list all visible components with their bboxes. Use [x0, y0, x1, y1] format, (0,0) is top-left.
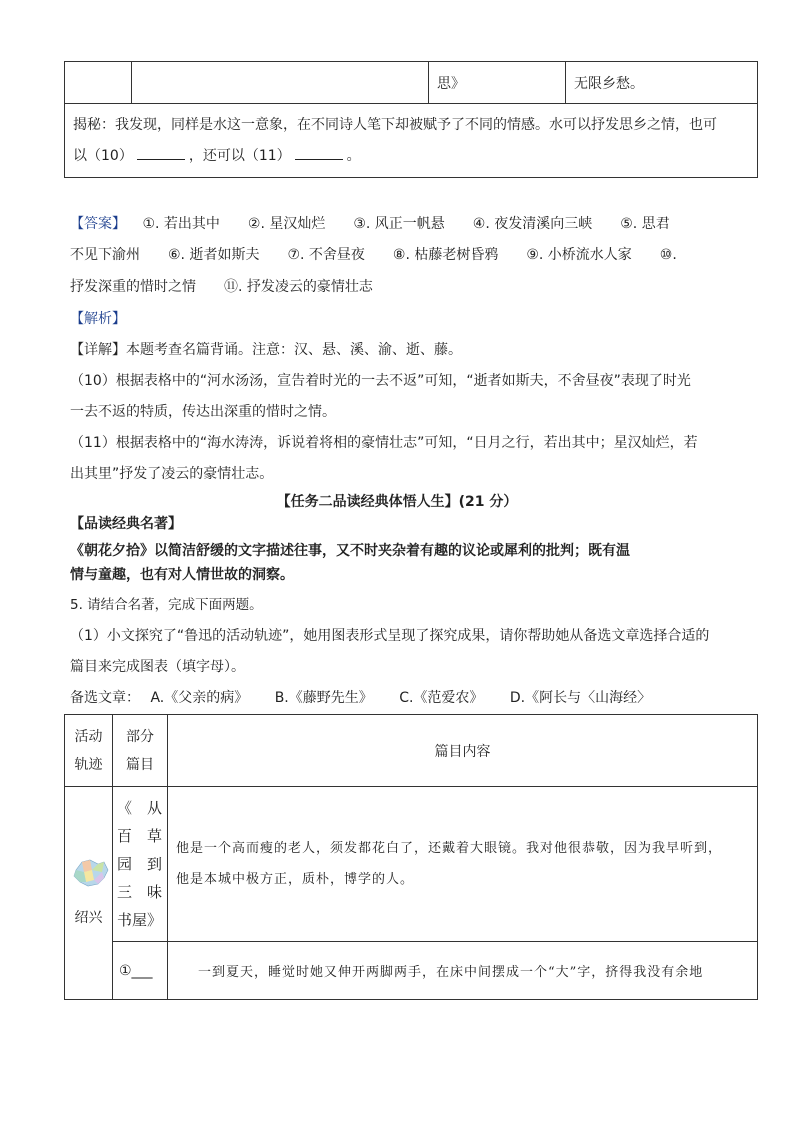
- content-line: 他是一个高而瘦的老人，须发都花白了，还戴着大眼镜。我对他很恭敬，因为我早听到，: [176, 841, 723, 856]
- work-cell: 《 从 百 草 园 到 三 味 书屋》: [113, 787, 168, 942]
- reveal-line: 以（10） ，还可以（11） 。: [73, 141, 749, 172]
- task-heading: 【任务二品读经典体悟人生】(21 分）: [276, 494, 518, 510]
- analysis-paragraph: （10）根据表格中的“河水汤汤，宣告着时光的一去不返”可知，“逝者如斯夫，不舍昼夜”表现了时光: [70, 373, 691, 389]
- shaoxing-map-icon: [70, 856, 110, 890]
- place-cell: [65, 787, 113, 1000]
- place-label: 绍兴: [74, 910, 103, 926]
- answer-line: 【答案】 ①. 若出其中 ②. 星汉灿烂 ③. 风正一帆悬 ④. 夜发清溪向三峡 ⑤. 思君: [70, 216, 670, 232]
- option-c: C.《范爱农》: [399, 690, 484, 706]
- intro-line: 情与童趣，也有对人情世故的洞察。: [70, 567, 294, 583]
- question-5: 5. 请结合名著，完成下面两题。: [70, 597, 263, 613]
- option-d: D.《阿长与〈山海经〉: [509, 690, 652, 706]
- analysis-paragraph: （11）根据表格中的“海水涛涛，诉说着将相的豪情壮志”可知，“日月之行，若出其中；星汉灿烂，若: [70, 435, 698, 451]
- table-cell: [65, 62, 132, 104]
- answer-line: 抒发深重的惜时之情 ⑪. 抒发凌云的豪情壮志: [70, 279, 373, 295]
- analysis-paragraph: 一去不返的特质，传达出深重的惜时之情。: [70, 404, 336, 420]
- content-cell: [168, 942, 758, 1000]
- answer-label: 【答案】: [70, 216, 126, 232]
- section-subheading: 【品读经典名著】: [70, 516, 182, 532]
- options-label: 备选文章：: [70, 690, 140, 706]
- analysis-paragraph: 出其里”抒发了凌云的豪情壮志。: [70, 466, 274, 482]
- reveal-cell: [65, 104, 758, 178]
- content-line: 一到夏天，睡觉时她又伸开两脚两手，在床中间摆成一个“大”字，挤得我没有余地: [198, 965, 704, 980]
- table-cell: 思》: [429, 62, 566, 104]
- answer-blank: [295, 145, 343, 160]
- poem-table: [64, 61, 758, 178]
- table-cell: 无限乡愁。: [566, 62, 758, 104]
- question-5-1: 篇目来完成图表（填字母）。: [70, 659, 245, 675]
- question-5-1: （1）小文探究了“鲁迅的活动轨迹”，她用图表形式呈现了探究成果，请你帮助她从备选文章选择合适的: [70, 628, 710, 644]
- blank-cell: ①___: [113, 942, 168, 1000]
- option-a: A.《父亲的病》: [150, 690, 249, 706]
- header-cell: 篇目内容: [168, 715, 758, 787]
- answer-line: 不见下渝州 ⑥. 逝者如斯夫 ⑦. 不舍昼夜 ⑧. 枯藤老树昏鸦 ⑨. 小桥流水人家 ⑩.: [70, 247, 677, 263]
- content-line: 他是本城中极方正，质朴，博学的人。: [176, 872, 415, 887]
- analysis-label: 【解析】: [70, 311, 126, 327]
- content-cell: [168, 787, 758, 942]
- answer-blank: [137, 145, 185, 160]
- reveal-line: 揭秘：我发现，同样是水这一意象，在不同诗人笔下却被赋予了不同的情感。水可以抒发思乡之情，也可: [73, 116, 717, 133]
- table-cell: [132, 62, 429, 104]
- trajectory-table: [64, 714, 758, 1000]
- header-cell: 活动 轨迹: [65, 715, 113, 787]
- analysis-detail: 【详解】本题考查名篇背诵。注意：汉、悬、溪、渝、逝、藤。: [70, 342, 462, 358]
- options-line: [70, 688, 651, 708]
- option-b: B.《藤野先生》: [274, 690, 373, 706]
- intro-line: 《朝花夕拾》以简洁舒缓的文字描述往事，又不时夹杂着有趣的议论或犀利的批判；既有温: [70, 543, 630, 559]
- header-cell: 部分 篇目: [113, 715, 168, 787]
